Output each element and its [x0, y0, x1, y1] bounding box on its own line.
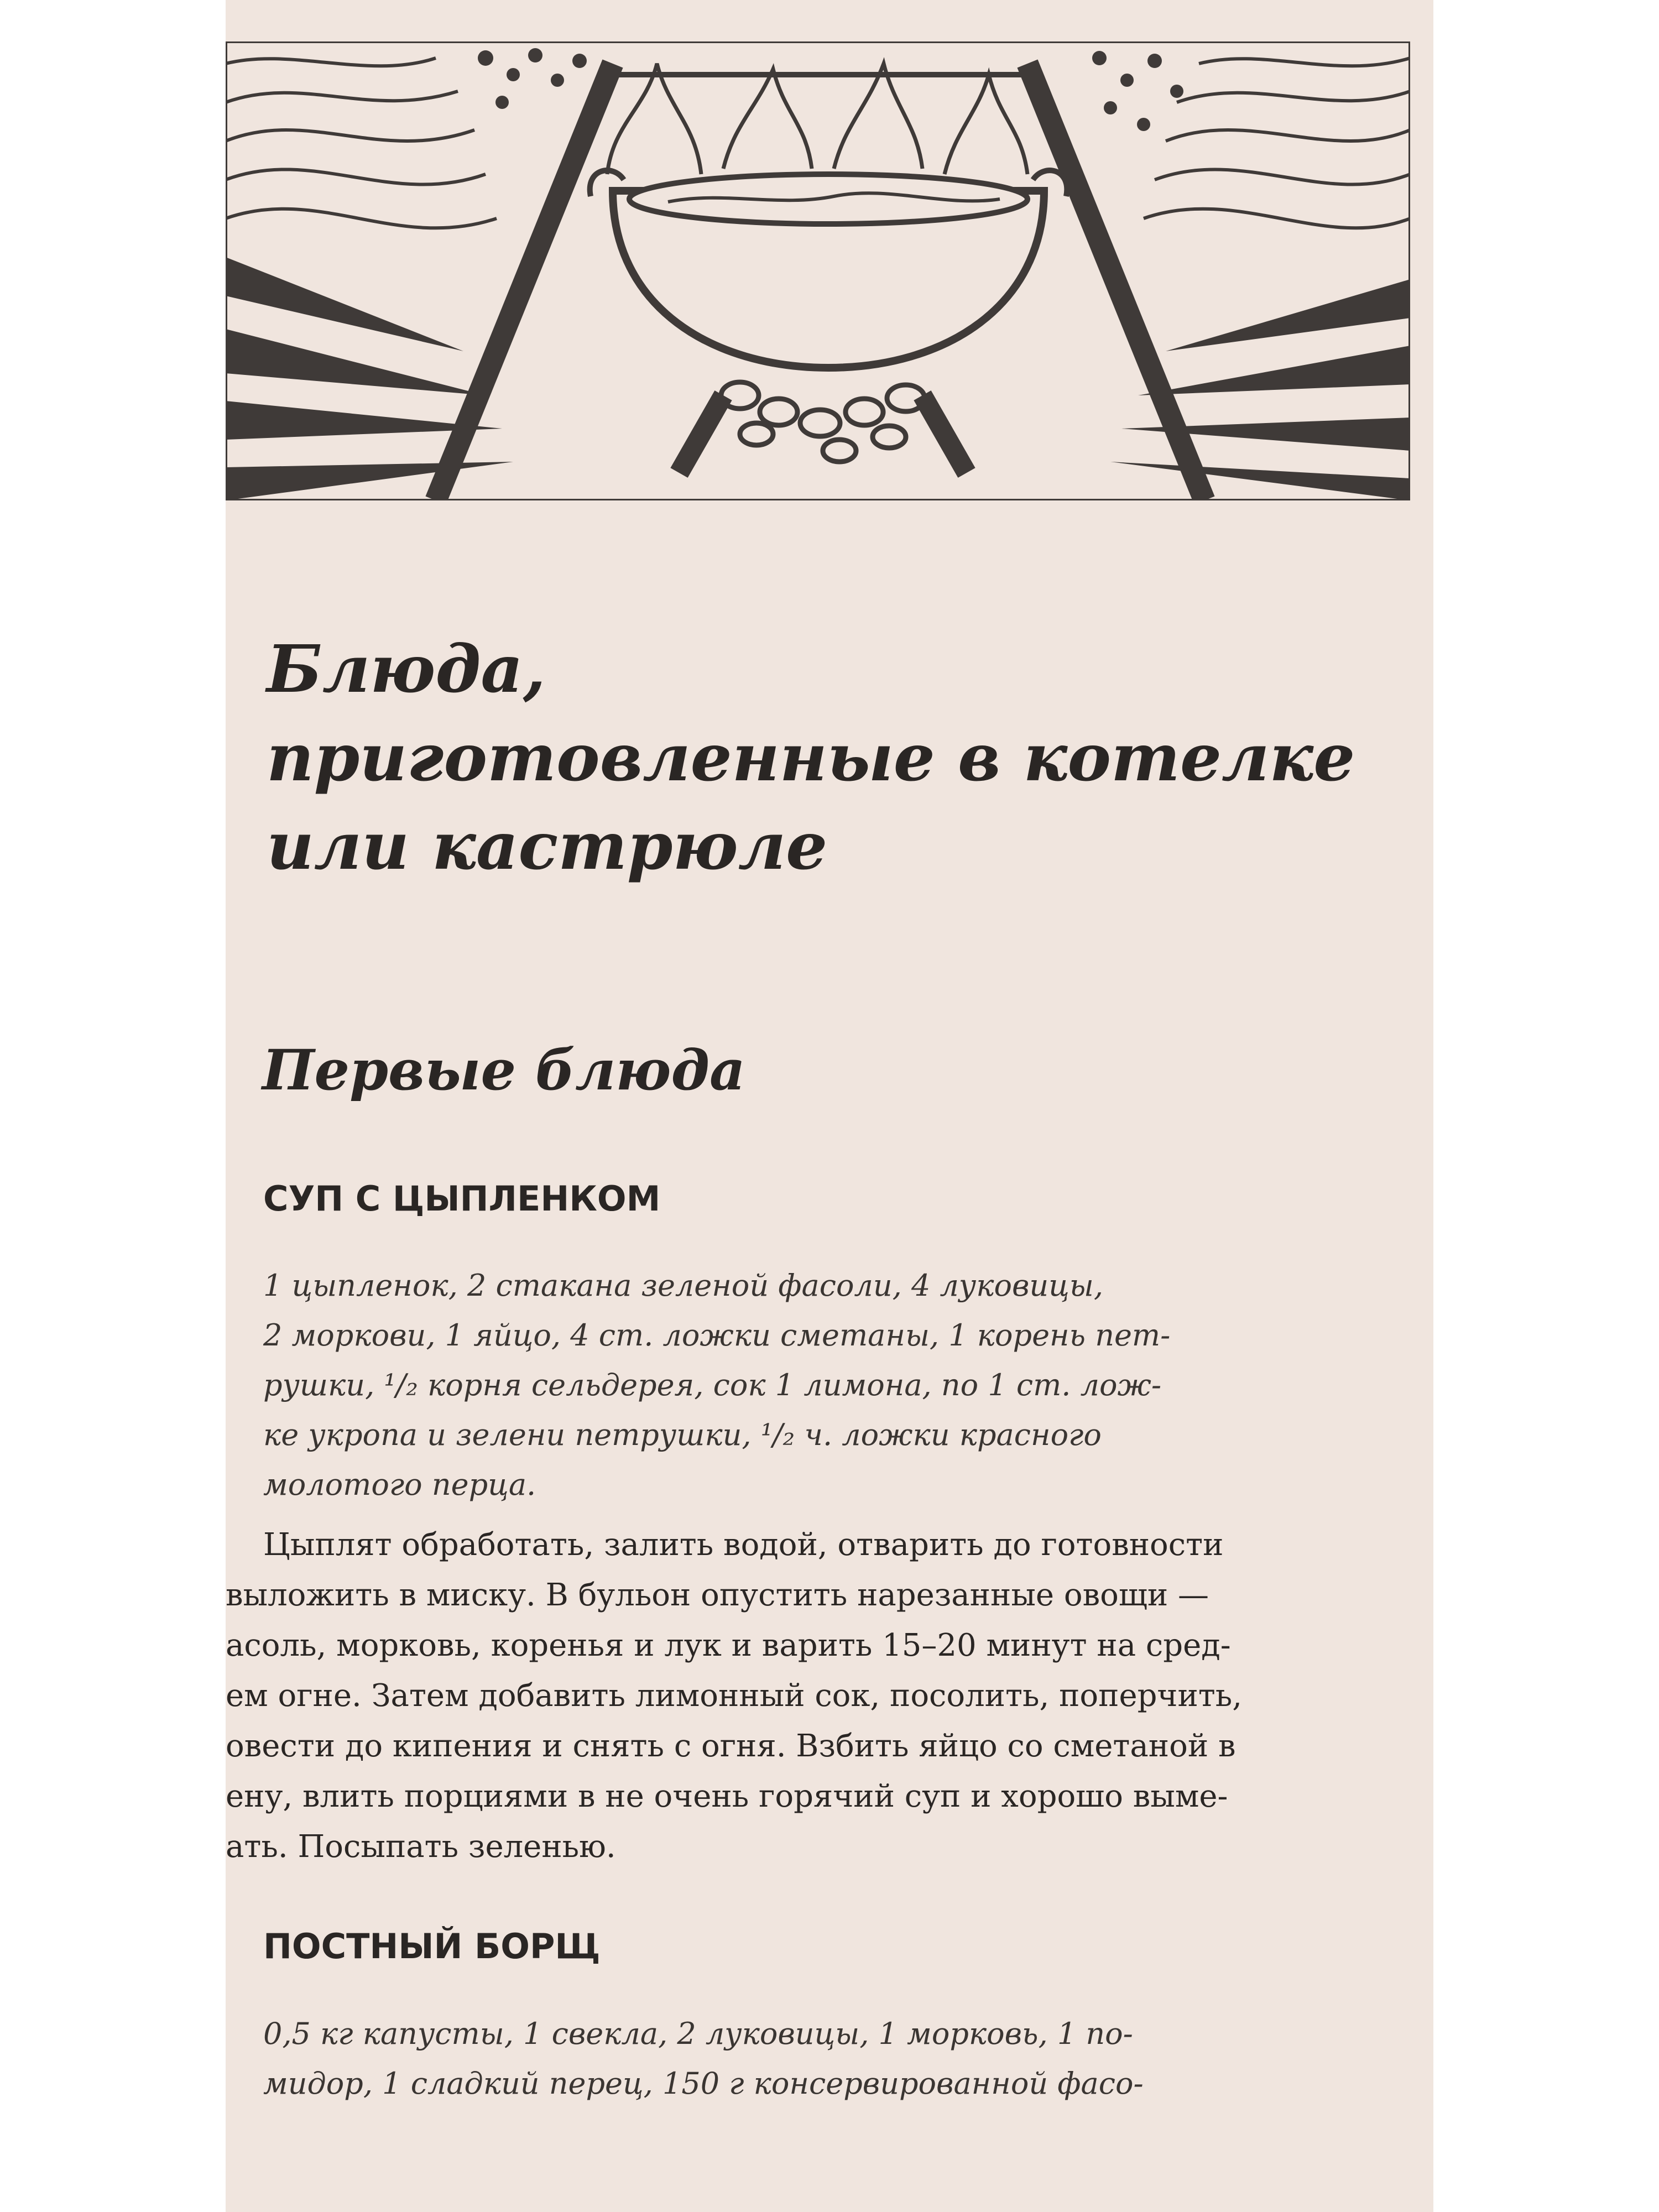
ingredients-line: 1 цыпленок, 2 стакана зеленой фасоли, 4 луковицы,	[263, 1268, 1103, 1303]
recipe-title-chicken-soup: СУП С ЦЫПЛЕНКОМ	[263, 1178, 661, 1219]
chapter-title-line-2: приготовленные в котелке	[267, 719, 1355, 796]
book-page	[226, 0, 1433, 2212]
instructions-line: ать. Посыпать зеленью.	[226, 1829, 616, 1865]
recipe-title-lenten-borscht: ПОСТНЫЙ БОРЩ	[263, 1926, 601, 1966]
instructions-line: Цыплят обработать, залить водой, отварить до готовности	[263, 1527, 1224, 1563]
instructions-line: ем огне. Затем добавить лимонный сок, посолить, поперчить,	[226, 1678, 1243, 1714]
instructions-chicken-soup	[226, 1520, 1415, 1872]
ingredients-line: ке укропа и зелени петрушки, ¹/₂ ч. ложки красного	[263, 1417, 1102, 1452]
ingredients-chicken-soup	[263, 1261, 1369, 1510]
chapter-title-line-3: или кастрюле	[267, 807, 828, 884]
ingredients-line: мидор, 1 сладкий перец, 150 г консервированной фасо-	[263, 2066, 1144, 2101]
ingredients-line: молотого перца.	[263, 1467, 536, 1502]
chapter-title-line-1: Блюда,	[267, 630, 546, 707]
instructions-line: ену, влить порциями в не очень горячий суп и хорошо выме-	[226, 1778, 1228, 1814]
instructions-line: асоль, морковь, коренья и лук и варить 15–20 минут на сред-	[226, 1627, 1231, 1663]
cauldron-illustration	[226, 41, 1410, 500]
instructions-line: выложить в миску. В бульон опустить нарезанные овощи —	[226, 1577, 1209, 1613]
ingredients-lenten-borscht	[263, 2009, 1369, 2109]
ingredients-line: 2 моркови, 1 яйцо, 4 ст. ложки сметаны, 1 корень пет-	[263, 1318, 1171, 1353]
cauldron-over-fire-icon	[226, 41, 1410, 500]
ingredients-line: рушки, ¹/₂ корня сельдерея, сок 1 лимона, по 1 ст. лож-	[263, 1368, 1162, 1402]
instructions-line: овести до кипения и снять с огня. Взбить яйцо со сметаной в	[226, 1728, 1236, 1764]
chapter-title	[267, 625, 1395, 890]
ingredients-line: 0,5 кг капусты, 1 свекла, 2 луковицы, 1 морковь, 1 по-	[263, 2016, 1133, 2051]
section-title: Первые блюда	[262, 1037, 745, 1103]
